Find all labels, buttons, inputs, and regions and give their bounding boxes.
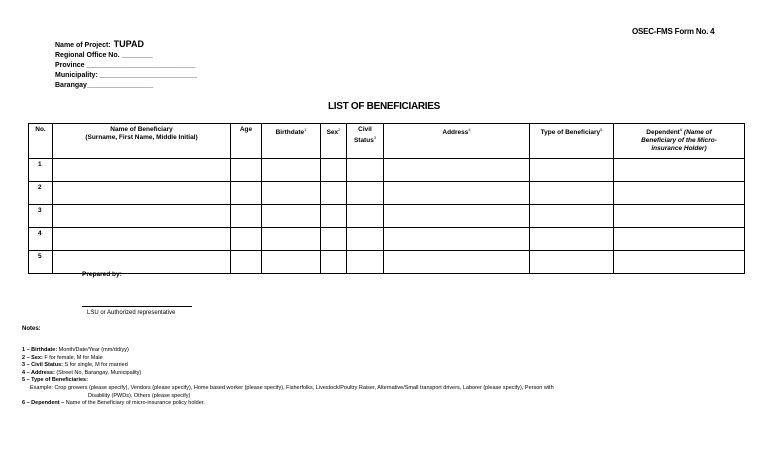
cell-civil-status[interactable]: [347, 182, 384, 205]
note-1-text: Month/Date/Year (mm/dd/yy): [57, 347, 129, 353]
cell-type[interactable]: [530, 182, 614, 205]
col-no: No.: [29, 124, 53, 159]
cell-age[interactable]: [231, 159, 262, 182]
cell-age[interactable]: [231, 205, 262, 228]
note-3-label: 3 – Civil Status:: [22, 362, 63, 369]
cell-sex[interactable]: [321, 205, 347, 228]
note-6: [22, 400, 554, 408]
col-civil-line2: Status: [353, 137, 374, 145]
note-4: [22, 370, 554, 378]
cell-name[interactable]: [53, 182, 231, 205]
project-value: TUPAD: [113, 39, 144, 49]
cell-sex[interactable]: [321, 228, 347, 251]
cell-sex[interactable]: [321, 251, 347, 274]
cell-dependent[interactable]: [614, 159, 745, 182]
cell-dependent[interactable]: [614, 228, 745, 251]
col-sex: [321, 124, 347, 159]
cell-dependent[interactable]: [614, 182, 745, 205]
cell-address[interactable]: [384, 159, 530, 182]
notes-title: Notes:: [22, 326, 41, 332]
note-2: [22, 355, 554, 363]
col-name-line1: Name of Beneficiary: [110, 126, 173, 133]
col-type: [530, 124, 614, 159]
note-5: [22, 377, 554, 385]
cell-type[interactable]: [530, 159, 614, 182]
project-name-row: [55, 39, 197, 51]
prepared-by-label: Prepared by:: [82, 271, 122, 278]
note-4-text: (Street No, Barangay, Municipality): [54, 369, 142, 376]
cell-address[interactable]: [384, 182, 530, 205]
cell-age[interactable]: [231, 182, 262, 205]
note-1: [22, 347, 554, 355]
footnote-ref-3: 3: [373, 135, 377, 140]
note-5-label: 5 – Type of Beneficiaries:: [22, 377, 88, 384]
table-row: [29, 182, 745, 205]
cell-birthdate[interactable]: [262, 182, 321, 205]
cell-name[interactable]: [53, 228, 231, 251]
col-name-line2: (Surname, First Name, Middle Initial): [85, 134, 198, 141]
beneficiaries-table: [28, 123, 745, 274]
cell-dependent[interactable]: [614, 251, 745, 274]
table-row: [29, 159, 745, 182]
cell-age[interactable]: [231, 251, 262, 274]
project-header: [55, 39, 197, 91]
cell-type[interactable]: [530, 251, 614, 274]
footnote-ref-5: 5: [600, 127, 603, 132]
col-name: [53, 124, 231, 159]
cell-name[interactable]: [53, 159, 231, 182]
col-dependent: [614, 124, 745, 159]
col-dependent-note-2: Beneficiary of the Micro-: [641, 137, 717, 145]
col-dependent-label: Dependent: [646, 129, 680, 137]
cell-sex[interactable]: [321, 159, 347, 182]
col-age: Age: [231, 124, 262, 159]
cell-name[interactable]: [53, 205, 231, 228]
municipality-row: Municipality: _________________________: [55, 72, 198, 79]
note-4-label: 4 – Address:: [22, 369, 55, 376]
note-5-example-cont: Disability (PWDs), Others (please specify): [88, 392, 191, 399]
barangay-row: Barangay_________________: [55, 82, 154, 89]
cell-dependent[interactable]: [614, 205, 745, 228]
cell-type[interactable]: [530, 205, 614, 228]
cell-sex[interactable]: [321, 182, 347, 205]
table-header-row: [29, 124, 745, 159]
note-3: [22, 362, 554, 370]
cell-age[interactable]: [231, 228, 262, 251]
table-row: [29, 205, 745, 228]
form-number: OSEC-FMS Form No. 4: [632, 27, 715, 36]
cell-birthdate[interactable]: [262, 251, 321, 274]
note-2-text: F for female, M for Male: [42, 354, 103, 361]
signature-line: [82, 306, 192, 307]
col-type-label: Type of Beneficiary: [540, 129, 601, 137]
row-number: 4: [29, 228, 53, 251]
col-birthdate-label: Birthdate: [275, 129, 305, 137]
signatory-label: LSU or Authorized representative: [87, 310, 176, 316]
cell-address[interactable]: [384, 205, 530, 228]
col-dependent-note-3: insurance Holder): [651, 145, 707, 153]
footnote-ref-6: 6: [679, 127, 683, 132]
col-dependent-note-1: (Name of: [683, 129, 712, 137]
col-birthdate: [262, 124, 321, 159]
note-6-text: Name of the Beneficiary of micro-insurance policy holder.: [64, 400, 205, 407]
table-row: [29, 251, 745, 274]
table-row: [29, 228, 745, 251]
regional-office-row: Regional Office No. ________: [55, 52, 153, 59]
footnote-ref-4: 4: [468, 127, 471, 132]
note-1-label: 1 – Birthdate:: [22, 347, 58, 353]
cell-civil-status[interactable]: [347, 159, 384, 182]
project-label: Name of Project:: [55, 42, 111, 49]
row-number: 2: [29, 182, 53, 205]
cell-civil-status[interactable]: [347, 228, 384, 251]
cell-civil-status[interactable]: [347, 251, 384, 274]
note-2-label: 2 – Sex:: [22, 354, 43, 361]
row-number: 1: [29, 159, 53, 182]
footnote-ref-2: 2: [338, 127, 341, 132]
col-civil-line1: Civil: [358, 126, 372, 133]
note-6-label: 6 – Dependent –: [22, 400, 65, 407]
note-5-example: Example: Crop growers (please specify), Vendors (please specify), Home based worker (please specify), Fisherfolks, Livestock/Poultry Raiser, Alternative/Small transport drivers, Laborer (please specify), Person with: [30, 384, 554, 391]
cell-birthdate[interactable]: [262, 159, 321, 182]
cell-address[interactable]: [384, 251, 530, 274]
cell-birthdate[interactable]: [262, 205, 321, 228]
cell-name[interactable]: [53, 251, 231, 274]
notes-list: [22, 347, 554, 408]
col-address-label: Address: [442, 129, 469, 137]
page-title: LIST OF BENEFICIARIES: [327, 101, 441, 112]
province-row: Province ____________________________: [55, 62, 196, 69]
note-3-text: S for single, M for married: [62, 362, 128, 369]
row-number: 3: [29, 205, 53, 228]
footnote-ref-1: 1: [304, 127, 307, 132]
col-address: [384, 124, 530, 159]
cell-address[interactable]: [384, 228, 530, 251]
col-civil-status: [347, 124, 384, 159]
col-sex-label: Sex: [326, 129, 339, 137]
cell-civil-status[interactable]: [347, 205, 384, 228]
cell-birthdate[interactable]: [262, 228, 321, 251]
cell-type[interactable]: [530, 228, 614, 251]
row-number: 5: [29, 251, 53, 274]
